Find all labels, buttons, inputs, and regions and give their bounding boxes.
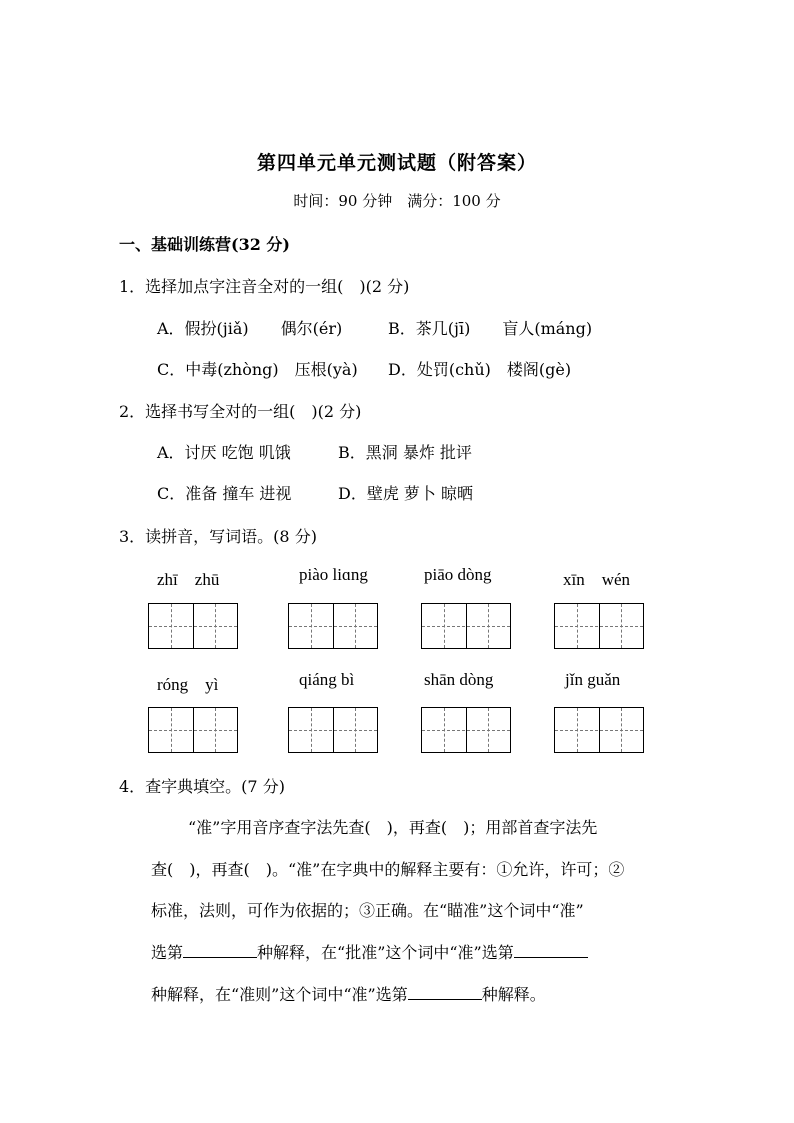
answer-blank[interactable] [514, 941, 588, 958]
section-heading: 一、基础训练营(32 分) [119, 235, 290, 254]
pinyin-label: jǐn guǎn [565, 670, 621, 689]
question-4-line: 查( )，再查( )。“准”在字典中的解释主要有：①允许，许可；② [151, 860, 625, 879]
writing-grid[interactable] [288, 707, 378, 753]
exam-info: 时间：90 分钟 满分：100 分 [293, 192, 501, 210]
writing-grid[interactable] [148, 707, 238, 753]
fill-text: 选第 [151, 943, 184, 962]
question-4-stem: 4．查字典填空。(7 分) [119, 777, 285, 796]
writing-grid[interactable] [148, 603, 238, 649]
answer-blank[interactable] [408, 983, 482, 1000]
question-2-option-c: C．准备 撞车 进视 [157, 484, 292, 503]
question-4-line: 标准，法则，可作为依据的；③正确。在“瞄准”这个词中“准” [151, 901, 584, 920]
writing-grid[interactable] [288, 603, 378, 649]
page-title: 第四单元单元测试题（附答案） [256, 152, 537, 174]
pinyin-label: piāo dòng [424, 565, 492, 584]
writing-grid[interactable] [554, 707, 644, 753]
pinyin-label: xīn wén [563, 570, 631, 589]
writing-grid[interactable] [421, 707, 511, 753]
fill-text: 种解释，在“批准”这个词中“准”选第 [257, 943, 514, 962]
question-1-stem: 1．选择加点字注音全对的一组( )(2 分) [119, 277, 410, 296]
pinyin-label: piào liɑng [299, 565, 368, 584]
pinyin-label: zhī zhū [157, 570, 220, 589]
question-2-option-b: B．黑洞 暴炸 批评 [338, 443, 472, 462]
question-2-option-a: A．讨厌 吃饱 叽饿 [157, 443, 291, 462]
question-4-line [151, 940, 588, 963]
pinyin-label: qiáng bì [299, 670, 355, 689]
question-4-line [151, 982, 546, 1005]
writing-grid[interactable] [421, 603, 511, 649]
pinyin-label: shān dòng [424, 670, 494, 689]
question-4-line: “准”字用音序查字法先查( )，再查( )；用部首查字法先 [188, 818, 598, 837]
question-2-stem: 2．选择书写全对的一组( )(2 分) [119, 402, 362, 421]
fill-text: 种解释，在“准则”这个词中“准”选第 [151, 985, 408, 1004]
question-2-option-d: D．壁虎 萝卜 晾晒 [338, 484, 474, 503]
question-1-option-a: A．假扮(jiǎ) 偶尔(ér) [157, 319, 343, 338]
question-1-option-c: C．中毒(zhòng) 压根(yà) [157, 360, 358, 379]
fill-text: 种解释。 [481, 985, 546, 1004]
question-1-option-d: D．处罚(chǔ) 楼阁(gè) [388, 360, 572, 379]
pinyin-label: róng yì [157, 675, 219, 694]
writing-grid[interactable] [554, 603, 644, 649]
question-3-stem: 3．读拼音，写词语。(8 分) [119, 527, 317, 546]
answer-blank[interactable] [183, 941, 257, 958]
question-1-option-b: B．茶几(jī) 盲人(máng) [388, 319, 593, 338]
